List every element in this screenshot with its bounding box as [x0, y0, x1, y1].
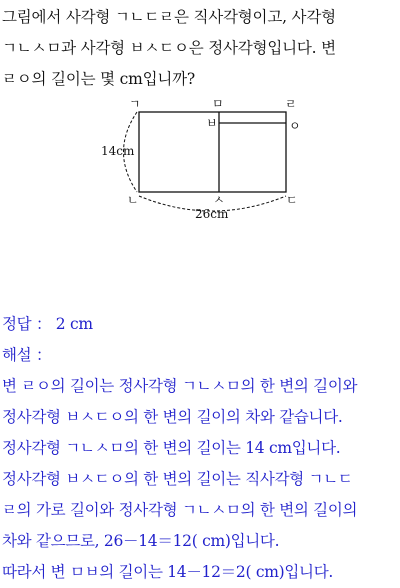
label-inner-b: ㅂ: [206, 116, 218, 130]
label-right-o: ㅇ: [289, 119, 301, 133]
explanation-line: 차와 같으므로, 26－14＝12( cm)입니다.: [2, 532, 280, 550]
label-bottom-mid: ㅅ: [213, 193, 225, 207]
explanation-line: ㄹ의 가로 길이와 정사각형 ㄱㄴㅅㅁ의 한 변의 길이의: [2, 501, 358, 519]
label-top-mid: ㅁ: [212, 97, 224, 111]
explanation-title: 해설 ：: [2, 346, 52, 364]
question-text: [2, 2, 398, 95]
question-line: ㄱㄴㅅㅁ과 사각형 ㅂㅅㄷㅇ은 정사각형입니다. 변: [2, 39, 336, 57]
bottom-length-label: 26cm: [195, 207, 229, 221]
label-top-right: ㄹ: [285, 97, 297, 111]
explanation-line: 정사각형 ㅂㅅㄷㅇ의 한 변의 길이의 차와 같습니다.: [2, 408, 343, 426]
question-line: 그림에서 사각형 ㄱㄴㄷㄹ은 직사각형이고, 사각형: [2, 8, 336, 26]
explanation-line: 정사각형 ㅂㅅㄷㅇ의 한 변의 길이는 직사각형 ㄱㄴㄷ: [2, 470, 353, 488]
explanation-line: 정사각형 ㄱㄴㅅㅁ의 한 변의 길이는 14 cm입니다.: [2, 439, 341, 457]
answer-line: 정답 ： 2 cm: [2, 315, 93, 333]
question-line: ㄹㅇ의 길이는 몇 cm입니까?: [2, 70, 196, 88]
explanation-line: 따라서 변 ㅁㅂ의 길이는 14－12＝2( cm)입니다.: [2, 563, 333, 581]
geometry-figure: [0, 96, 400, 226]
label-bottom-left: ㄴ: [127, 193, 139, 207]
side-length-label: 14cm: [101, 144, 135, 158]
explanation-line: 변 ㄹㅇ의 길이는 정사각형 ㄱㄴㅅㅁ의 한 변의 길이와: [2, 377, 358, 395]
answer-section: [2, 309, 398, 588]
label-bottom-right: ㄷ: [286, 193, 298, 207]
label-top-left: ㄱ: [129, 97, 141, 111]
